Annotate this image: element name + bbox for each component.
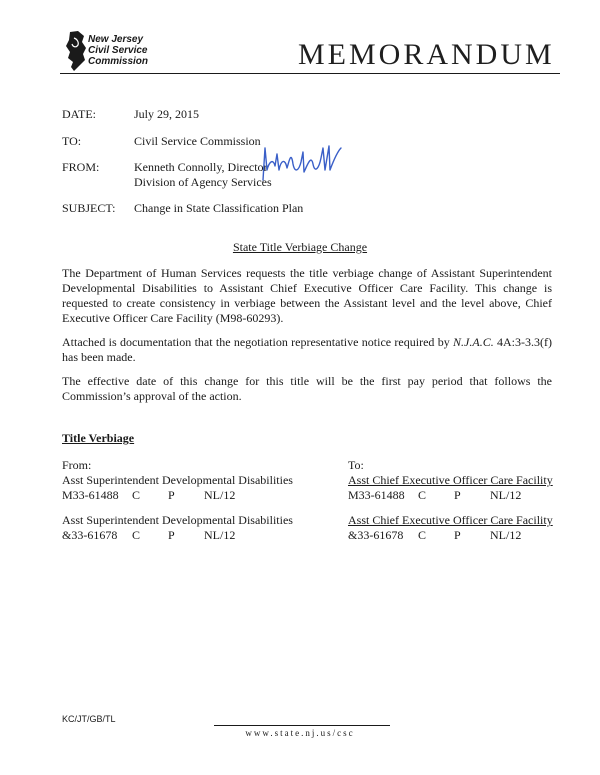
handwritten-signature xyxy=(257,140,357,188)
to-code-row-1 xyxy=(348,488,553,503)
to-column xyxy=(348,458,553,543)
agency-logo xyxy=(60,30,170,75)
class-code: M33-61488 xyxy=(62,488,119,502)
from-name: Kenneth Connolly, Director xyxy=(134,160,268,174)
date-value: July 29, 2015 xyxy=(134,107,200,121)
class-nl: NL/12 xyxy=(490,488,522,502)
to-label: TO: xyxy=(62,134,82,148)
class-code: &33-61678 xyxy=(348,528,404,542)
class-c: C xyxy=(418,528,427,542)
class-p: P xyxy=(168,488,175,502)
body-paragraph-2 xyxy=(62,335,552,365)
subject-label: SUBJECT: xyxy=(62,201,116,215)
typist-initials: KC/JT/GB/TL xyxy=(62,714,116,724)
class-p: P xyxy=(454,488,461,502)
from-value xyxy=(134,160,272,190)
para2-text-after: 4A:3-3.3(f) has been made. xyxy=(62,335,553,364)
class-c: C xyxy=(132,528,141,542)
footer-url: www.state.nj.us/csc xyxy=(245,728,355,738)
date-label: DATE: xyxy=(62,107,96,121)
class-nl: NL/12 xyxy=(490,528,522,542)
to-code-row-2 xyxy=(348,528,553,543)
logo-text xyxy=(88,34,148,67)
footer-divider xyxy=(214,725,390,726)
class-nl: NL/12 xyxy=(204,488,236,502)
from-label: FROM: xyxy=(62,160,100,174)
to-title-2: Asst Chief Executive Officer Care Facility xyxy=(348,513,553,527)
class-c: C xyxy=(132,488,141,502)
logo-line-2: Civil Service xyxy=(88,45,148,56)
class-c: C xyxy=(418,488,427,502)
page-title: MEMORANDUM xyxy=(298,38,555,71)
to-column-label: To: xyxy=(348,458,364,472)
body-paragraph-1: The Department of Human Services requests the title verbiage change of Assistant Superintendent Developmental Disabilities to Assistant Chief Executive Officer Care Facility. This change is requested to create consistency in verbiage between the Assistant level and the level above, Chief Executive Officer Care Facility (M98-60293). xyxy=(62,266,552,325)
body-paragraph-3: The effective date of this change for this title will be the first pay period that follows the Commission’s approval of the action. xyxy=(62,374,552,403)
class-code: M33-61488 xyxy=(348,488,405,502)
from-title-1: Asst Superintendent Developmental Disabilities xyxy=(62,473,293,487)
logo-line-1: New Jersey xyxy=(88,34,144,45)
nj-state-silhouette-icon xyxy=(60,30,90,72)
from-code-row-1 xyxy=(62,488,293,503)
from-division: Division of Agency Services xyxy=(134,175,272,189)
class-nl: NL/12 xyxy=(204,528,236,542)
para2-text-before: Attached is documentation that the negotiation representative notice required by xyxy=(62,335,454,349)
to-title-1: Asst Chief Executive Officer Care Facility xyxy=(348,473,553,487)
from-column xyxy=(62,458,293,543)
class-code: &33-61678 xyxy=(62,528,118,542)
header-divider xyxy=(60,73,560,74)
from-column-label: From: xyxy=(62,458,92,472)
para2-citation: N.J.A.C. xyxy=(453,335,494,349)
subject-value: Change in State Classification Plan xyxy=(134,201,304,215)
section-title: State Title Verbiage Change xyxy=(232,240,368,254)
from-title-2: Asst Superintendent Developmental Disabilities xyxy=(62,513,293,527)
logo-line-3: Commission xyxy=(88,56,149,67)
from-code-row-2 xyxy=(62,528,293,543)
title-verbiage-heading: Title Verbiage xyxy=(62,431,135,445)
class-p: P xyxy=(168,528,175,542)
to-value: Civil Service Commission xyxy=(134,134,261,148)
class-p: P xyxy=(454,528,461,542)
